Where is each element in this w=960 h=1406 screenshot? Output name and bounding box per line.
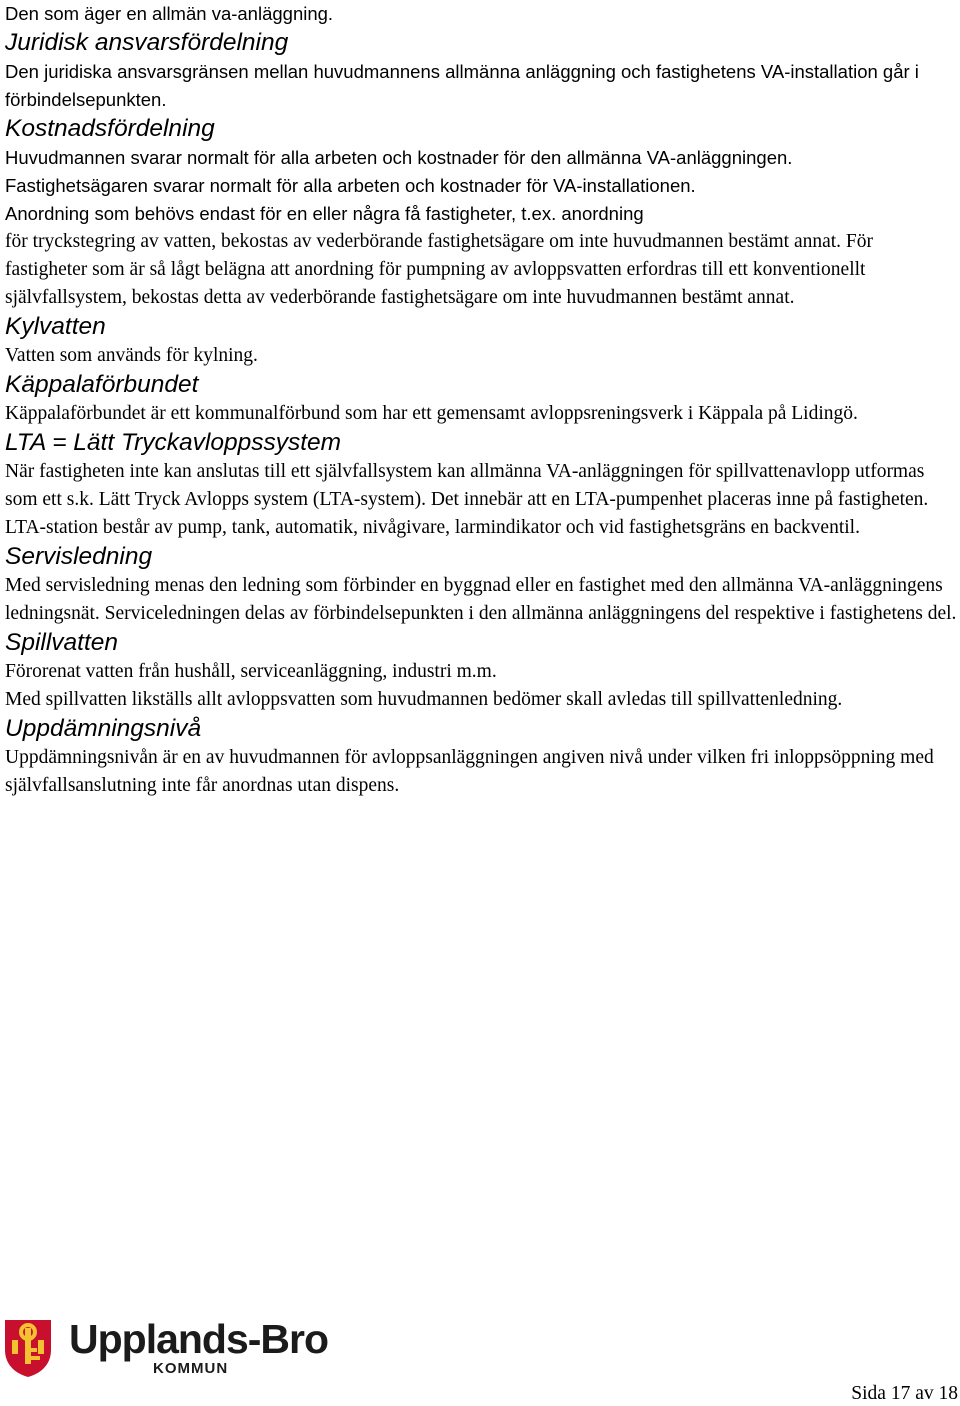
coat-of-arms-icon xyxy=(3,1318,53,1378)
logo-subtitle: KOMMUN xyxy=(153,1360,229,1377)
paragraph-kylvatten: Vatten som används för kylning. xyxy=(5,345,258,366)
heading-juridisk: Juridisk ansvarsfördelning xyxy=(5,29,289,56)
paragraph-kostnad-line-3: Anordning som behövs endast för en eller några få fastigheter, t.ex. anordning xyxy=(5,203,644,224)
paragraph-spillvatten-2: Med spillvatten likställs allt avloppsvatten som huvudmannen bedömer skall avledas till spillvattenledning. xyxy=(5,689,843,710)
page-prefix: Sida xyxy=(851,1383,886,1404)
heading-spillvatten: Spillvatten xyxy=(5,629,119,656)
paragraph-servisledning: Med servisledning menas den ledning som förbinder en byggnad eller en fastighet med den allmänna VA-anläggningens ledningsnät. Serviceledningen delas av förbindelsepunkten i den allmänna anläggningens del respektive i fastighetens del. xyxy=(5,575,957,624)
logo-wordmark: Upplands-Bro xyxy=(69,1316,329,1362)
page-current: 17 xyxy=(890,1383,911,1404)
heading-kostnad: Kostnadsfördelning xyxy=(5,115,215,142)
document-body xyxy=(5,0,957,800)
paragraph-kappala: Käppalaförbundet är ett kommunalförbund som har ett gemensamt avloppsreningsverk i Käppala på Lidingö. xyxy=(5,403,858,424)
paragraph-juridisk: Den juridiska ansvarsgränsen mellan huvudmannens allmänna anläggning och fastighetens VA-installation går i förbindelsepunkten. xyxy=(5,61,919,110)
heading-uppdamningsniva: Uppdämningsnivå xyxy=(5,715,202,742)
paragraph-kostnad-rest: för tryckstegring av vatten, bekostas av vederbörande fastighetsägare om inte huvudmannen bestämt annat. För fastigheter som är så lågt belägna att anordning för pumpning av avloppsvatten erfordras till ett konventionellt självfallsystem, bekostas detta av vederbörande fastighetsägare om inte huvudmannen bestämt annat. xyxy=(5,231,874,308)
heading-servisledning: Servisledning xyxy=(5,543,153,570)
paragraph-spillvatten-1: Förorenat vatten från hushåll, serviceanläggning, industri m.m. xyxy=(5,661,497,682)
heading-kylvatten: Kylvatten xyxy=(5,313,106,340)
heading-kappala: Käppalaförbundet xyxy=(5,371,199,398)
paragraph-lta: När fastigheten inte kan anslutas till ett självfallsystem kan allmänna VA-anläggningen för spillvattenavlopp utformas som ett s.k. Lätt Tryck Avlopps system (LTA-system). Det innebär att en LTA-pumpenhet placeras inne på fastigheten. LTA-station består av pump, tank, automatik, nivågivare, larmindikator och vid fastighetsgräns en backventil. xyxy=(5,461,929,538)
page-total: 18 xyxy=(938,1383,958,1404)
intro-line: Den som äger en allmän va-anläggning. xyxy=(5,3,334,24)
paragraph-uppdamningsniva: Uppdämningsnivån är en av huvudmannen för avloppsanläggningen angiven nivå under vilken fri inloppsöppning med självfallsanslutning inte får anordnas utan dispens. xyxy=(5,747,934,796)
page-middle: av xyxy=(915,1383,934,1404)
heading-lta: LTA = Lätt Tryckavloppssystem xyxy=(5,429,342,456)
upplands-bro-logo xyxy=(3,1316,343,1380)
page-number xyxy=(851,1382,958,1406)
paragraph-kostnad-line-1: Huvudmannen svarar normalt för alla arbeten och kostnader för den allmänna VA-anläggningen. xyxy=(5,147,793,168)
paragraph-kostnad-line-2: Fastighetsägaren svarar normalt för alla arbeten och kostnader för VA-installationen. xyxy=(5,175,696,196)
